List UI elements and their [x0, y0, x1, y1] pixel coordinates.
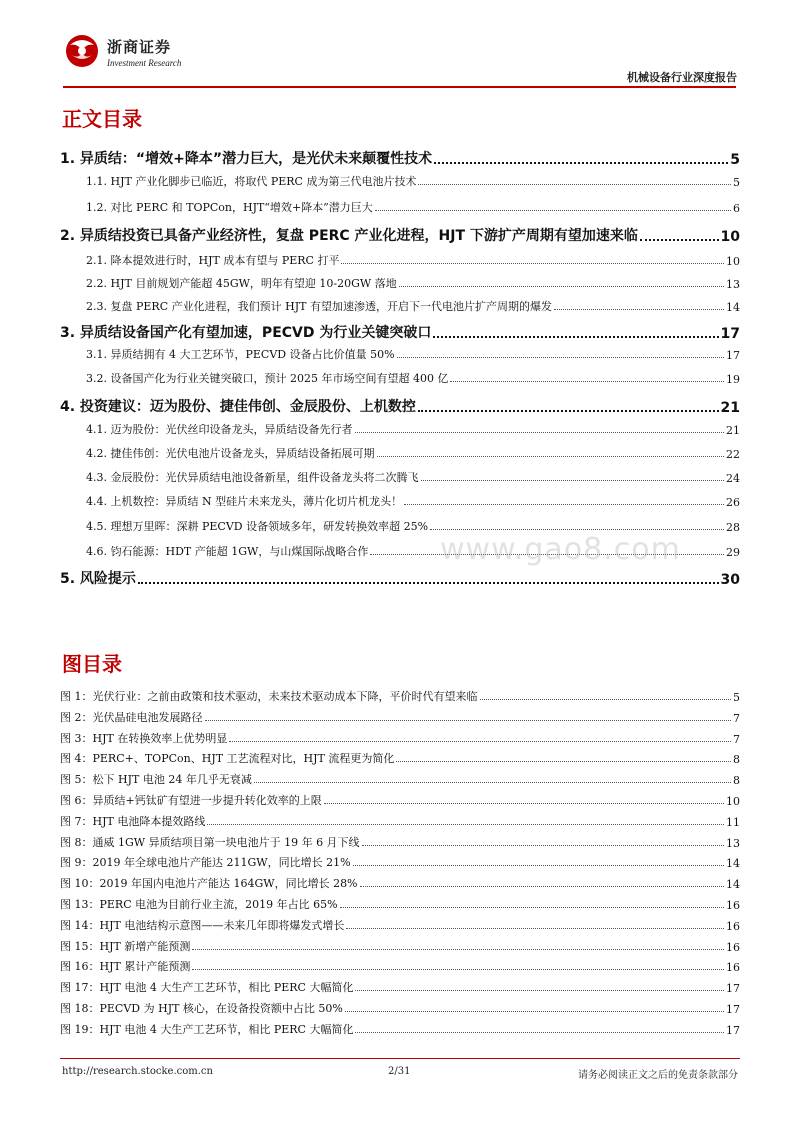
figure-entry-page: 17: [726, 982, 740, 996]
leader-dots: [397, 357, 724, 358]
figure-entry-page: 16: [726, 919, 740, 933]
figure-entry[interactable]: [60, 834, 740, 850]
leader-dots: [355, 432, 725, 433]
leader-dots: [192, 969, 724, 970]
brand-name-en: Investment Research: [107, 58, 182, 68]
company-logo-icon: [64, 33, 102, 69]
figure-entry-page: 8: [733, 774, 740, 788]
toc-section-page: 28: [726, 521, 740, 534]
toc-section[interactable]: [86, 493, 740, 509]
figure-entry-page: 11: [726, 815, 740, 829]
toc-section-page: 19: [726, 373, 740, 386]
figure-entry[interactable]: [60, 813, 740, 829]
toc-section[interactable]: [86, 199, 740, 215]
leader-dots: [399, 286, 724, 287]
toc-chapter-page: 10: [720, 229, 740, 245]
toc-section[interactable]: [86, 370, 740, 386]
figure-entry-label: 图 17：HJT 电池 4 大生产工艺环节，相比 PERC 大幅简化: [60, 981, 354, 995]
leader-dots: [430, 529, 724, 530]
toc-chapter-label: 5. 风险提示: [60, 571, 136, 587]
leader-dots: [362, 845, 724, 846]
figure-entry-label: 图 10：2019 年国内电池片产能达 164GW，同比增长 28%: [60, 877, 358, 891]
leader-dots: [192, 949, 724, 950]
figure-entry[interactable]: [60, 979, 740, 995]
toc-section[interactable]: [86, 173, 740, 189]
leader-dots: [375, 210, 731, 211]
leader-dots: [377, 456, 725, 457]
figure-entry-page: 7: [733, 732, 740, 746]
figure-entry-page: 16: [726, 899, 740, 912]
toc-chapter-page: 5: [730, 152, 740, 168]
figure-entry[interactable]: [60, 709, 740, 725]
brand-name-cn: 浙商证券: [107, 38, 172, 56]
toc-chapter[interactable]: [60, 148, 740, 168]
toc-section-label: 4.6. 钧石能源：HDT 产能超 1GW，与山煤国际战略合作: [86, 545, 369, 558]
figure-entry-label: 图 3：HJT 在转换效率上优势明显: [60, 731, 228, 745]
leader-dots: [640, 239, 719, 241]
figure-entry-page: 10: [726, 795, 740, 808]
figure-entry[interactable]: [60, 771, 740, 787]
toc-section-page: 10: [726, 255, 740, 268]
toc-chapter-label: 4. 投资建议：迈为股份、捷佳伟创、金辰股份、上机数控: [60, 399, 416, 415]
toc-chapter[interactable]: [60, 225, 740, 245]
toc-section-page: 24: [726, 472, 740, 485]
figure-entry-label: 图 18：PECVD 为 HJT 核心，在设备投资额中占比 50%: [60, 1002, 343, 1015]
toc-section[interactable]: [86, 469, 740, 485]
toc-chapter-page: 17: [720, 326, 740, 342]
toc-section[interactable]: [86, 421, 740, 437]
figure-entry-label: 图 16：HJT 累计产能预测: [60, 960, 191, 974]
figure-entry-page: 13: [726, 836, 740, 850]
footer-url[interactable]: http://research.stocke.com.cn: [62, 1066, 213, 1077]
leader-dots: [421, 480, 725, 481]
figure-entry-page: 5: [733, 691, 740, 704]
toc-chapter-page: 21: [720, 400, 740, 416]
leader-dots: [324, 803, 724, 804]
figure-entry[interactable]: [60, 1000, 740, 1016]
figure-entry[interactable]: [60, 792, 740, 808]
leader-dots: [418, 410, 719, 412]
toc-chapter-label: 1. 异质结：“增效+降本”潜力巨大，是光伏未来颠覆性技术: [60, 151, 433, 167]
leader-dots: [254, 782, 731, 783]
toc-section-label: 2.2. HJT 目前规划产能超 45GW，明年有望迎 10-20GW 落地: [86, 277, 397, 290]
leader-dots: [340, 907, 724, 908]
leader-dots: [450, 381, 724, 382]
toc-section-page: 13: [726, 278, 740, 291]
toc-section-page: 22: [726, 448, 740, 461]
toc-section-label: 4.5. 理想万里晖：深耕 PECVD 设备领域多年，研发转换效率超 25%: [86, 520, 429, 533]
toc-section[interactable]: [86, 252, 740, 268]
leader-dots: [138, 582, 719, 584]
figure-entry[interactable]: [60, 1021, 740, 1037]
leader-dots: [205, 720, 732, 721]
footer-disclaimer: 请务必阅读正文之后的免责条款部分: [578, 1070, 738, 1081]
leader-dots: [404, 504, 724, 505]
toc-section-page: 17: [726, 349, 740, 362]
toc-chapter-page: 30: [720, 572, 740, 588]
figure-entry-page: 16: [726, 940, 740, 954]
toc-chapter[interactable]: [60, 322, 740, 342]
leader-dots: [346, 928, 724, 929]
figure-entry[interactable]: [60, 938, 740, 954]
toc-section[interactable]: [86, 275, 740, 291]
toc-section-page: 14: [726, 301, 740, 314]
leader-dots: [418, 184, 731, 185]
toc-title: 正文目录: [62, 107, 142, 131]
toc-section-label: 3.1. 异质结拥有 4 大工艺环节，PECVD 设备占比价值量 50%: [86, 348, 395, 361]
figure-entry-label: 图 8：通威 1GW 异质结项目第一块电池片于 19 年 6 月下线: [60, 835, 360, 849]
leader-dots: [353, 865, 724, 866]
figure-entry-page: 14: [726, 857, 740, 871]
footer-divider: [60, 1058, 740, 1059]
toc-section-page: 6: [733, 202, 740, 215]
figure-entry-label: 图 4：PERC+、TOPCon、HJT 工艺流程对比，HJT 流程更为简化: [60, 752, 395, 766]
figure-entry[interactable]: [60, 688, 740, 704]
figure-entry-label: 图 19：HJT 电池 4 大生产工艺环节，相比 PERC 大幅简化: [60, 1022, 354, 1036]
leader-dots: [433, 336, 718, 338]
figure-entry[interactable]: [60, 917, 740, 933]
toc-chapter[interactable]: [60, 568, 740, 588]
figure-entry-page: 17: [726, 1023, 740, 1037]
figure-entry-page: 8: [733, 753, 740, 767]
watermark: www.gao8.com: [440, 532, 681, 567]
toc-chapter[interactable]: [60, 396, 740, 416]
toc-section-page: 5: [733, 176, 740, 189]
figure-entry[interactable]: [60, 896, 740, 912]
toc-section-label: 1.2. 对比 PERC 和 TOPCon，HJT“增效+降本”潜力巨大: [86, 201, 373, 214]
toc-section-page: 29: [726, 546, 740, 559]
toc-section-label: 1.1. HJT 产业化脚步已临近，将取代 PERC 成为第三代电池片技术: [86, 175, 417, 188]
toc-section-label: 2.3. 复盘 PERC 产业化进程，我们预计 HJT 有望加速渗透，开启下一代电池片扩产周期的爆发: [86, 300, 552, 313]
toc-section-label: 4.3. 金辰股份：光伏异质结电池设备新星，组件设备龙头将二次腾飞: [86, 471, 419, 484]
toc-section-label: 4.4. 上机数控：异质结 N 型硅片未来龙头，薄片化切片机龙头！: [86, 495, 403, 508]
figure-entry-page: 16: [726, 961, 740, 975]
toc-chapter-label: 3. 异质结设备国产化有望加速，PECVD 为行业关键突破口: [60, 325, 432, 341]
toc-section[interactable]: [86, 445, 740, 461]
leader-dots: [341, 263, 724, 264]
toc-section-label: 3.2. 设备国产化为行业关键突破口，预计 2025 年市场空间有望超 400 亿: [86, 372, 449, 385]
header-divider: [63, 86, 736, 88]
toc-chapter-label: 2. 异质结投资已具备产业经济性，复盘 PERC 产业化进程，HJT 下游扩产周期有望加速来临: [60, 228, 638, 244]
figure-entry-label: 图 14：HJT 电池结构示意图——未来几年即将爆发式增长: [60, 918, 345, 932]
leader-dots: [355, 990, 724, 991]
figure-entry[interactable]: [60, 750, 740, 766]
toc-section-label: 2.1. 降本提效进行时，HJT 成本有望与 PERC 打平: [86, 254, 340, 267]
figure-entry[interactable]: [60, 958, 740, 974]
figure-entry-label: 图 7：HJT 电池降本提效路线: [60, 814, 206, 828]
toc-section-page: 26: [726, 496, 740, 509]
figure-entry-label: 图 9：2019 年全球电池片产能达 211GW，同比增长 21%: [60, 856, 351, 870]
figure-entry-label: 图 6：异质结+钙钛矿有望进一步提升转化效率的上限: [60, 794, 322, 807]
figure-entry-label: 图 1：光伏行业：之前由政策和技术驱动，未来技术驱动成本下降，平价时代有望来临: [60, 690, 478, 703]
figure-entry-page: 14: [726, 878, 740, 892]
figures-title: 图目录: [62, 652, 122, 676]
figure-entry[interactable]: [60, 875, 740, 891]
figure-entry-label: 图 5：松下 HJT 电池 24 年几乎无衰减: [60, 773, 252, 787]
leader-dots: [355, 1032, 724, 1033]
toc-section-label: 4.1. 迈为股份：光伏丝印设备龙头，异质结设备先行者: [86, 423, 353, 436]
leader-dots: [345, 1011, 724, 1012]
leader-dots: [207, 824, 724, 825]
toc-section[interactable]: [86, 298, 740, 314]
report-type: 机械设备行业深度报告: [627, 71, 737, 84]
leader-dots: [360, 886, 724, 887]
figure-entry[interactable]: [60, 854, 740, 870]
toc-section-label: 4.2. 捷佳伟创：光伏电池片设备龙头，异质结设备拓展可期: [86, 447, 375, 460]
figure-entry-page: 7: [733, 711, 740, 725]
figure-entry-label: 图 15：HJT 新增产能预测: [60, 939, 191, 953]
toc-section[interactable]: [86, 346, 740, 362]
page-number: 2/31: [388, 1066, 411, 1077]
leader-dots: [480, 699, 732, 700]
toc-section-page: 21: [726, 424, 740, 437]
leader-dots: [229, 741, 731, 742]
figure-entry-label: 图 13：PERC 电池为目前行业主流，2019 年占比 65%: [60, 898, 338, 911]
figure-entry-label: 图 2：光伏晶硅电池发展路径: [60, 710, 203, 724]
figure-entry-page: 17: [726, 1003, 740, 1016]
leader-dots: [554, 309, 724, 310]
figure-entry[interactable]: [60, 730, 740, 746]
leader-dots: [434, 162, 728, 164]
leader-dots: [396, 761, 731, 762]
